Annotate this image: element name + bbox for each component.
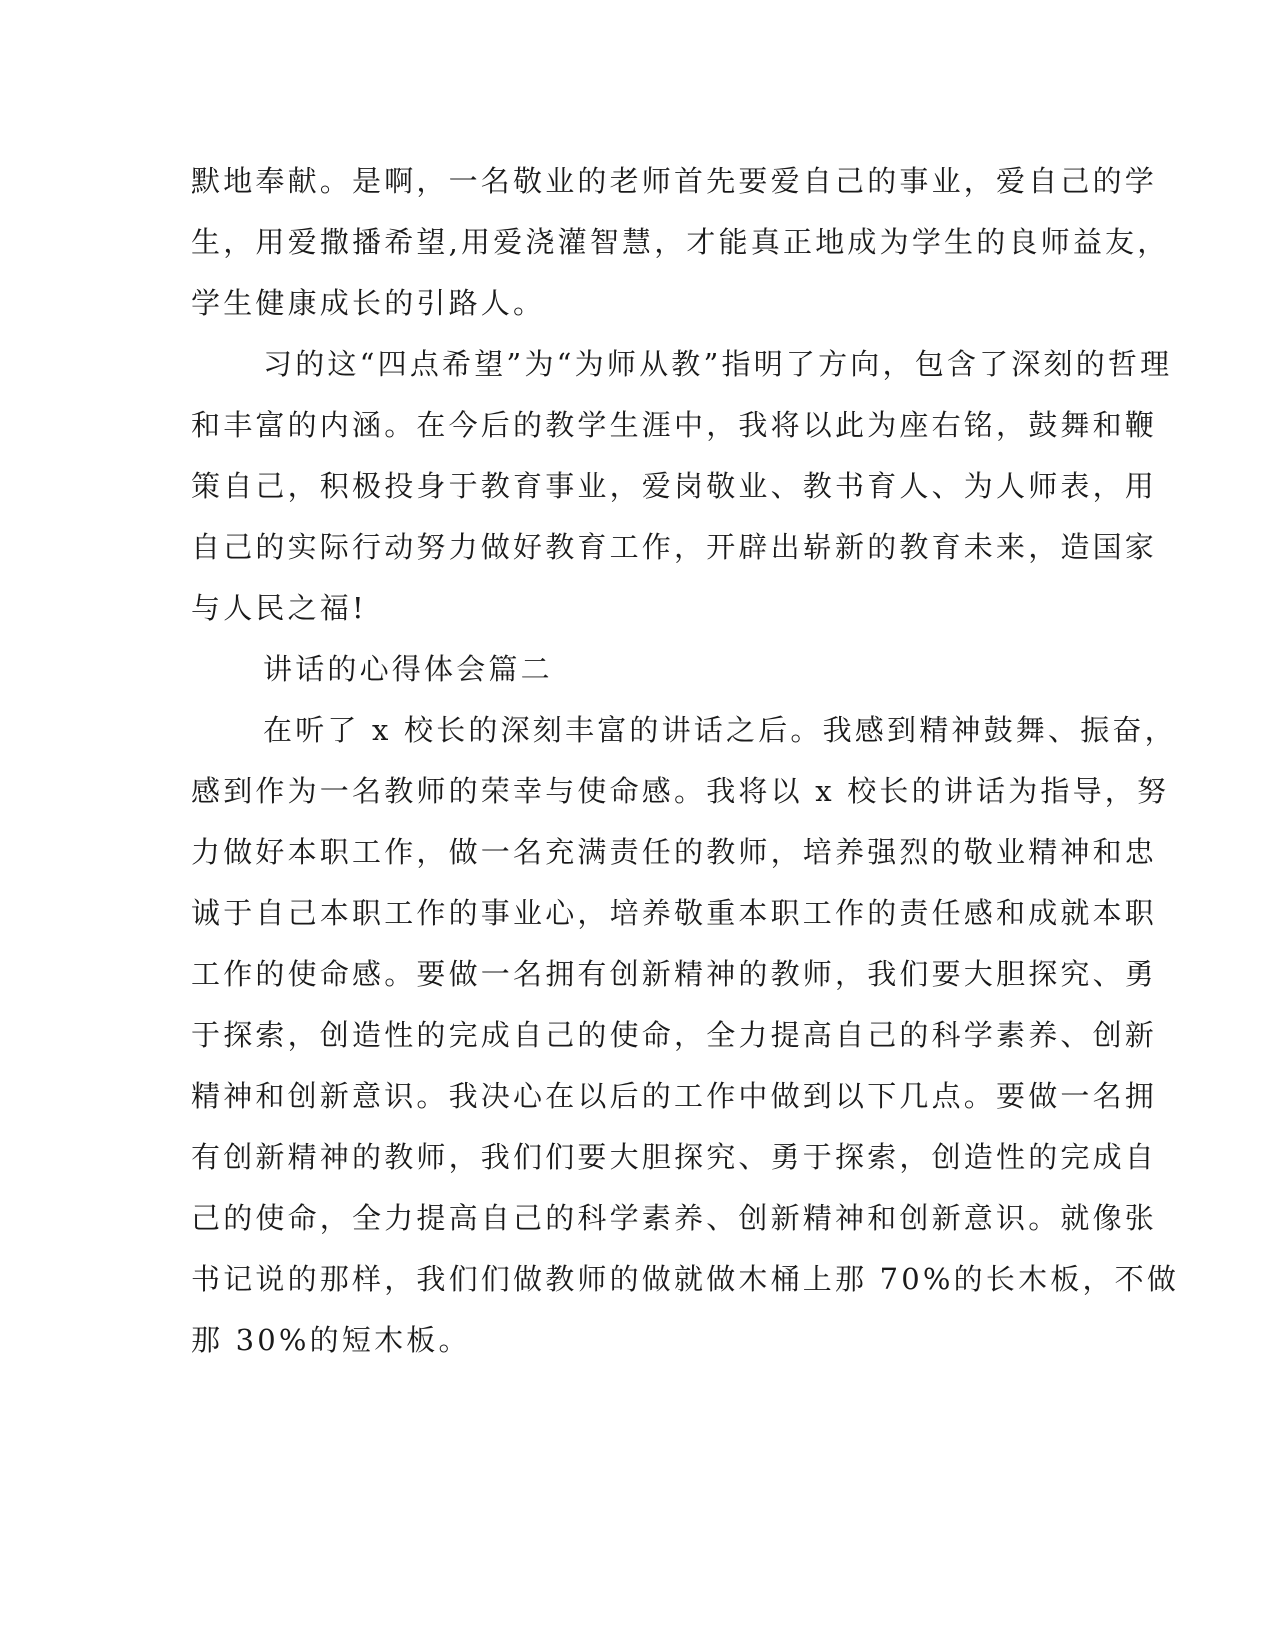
paragraph-2-line-2: 和丰富的内涵。在今后的教学生涯中，我将以此为座右铭，鼓舞和鞭 [191, 408, 1158, 442]
paragraph-4-line-1: 在听了 x 校长的深刻丰富的讲话之后。我感到精神鼓舞、振奋， [263, 713, 1177, 747]
paragraph-2-line-1: 习的这“四点希望”为“为师从教”指明了方向，包含了深刻的哲理 [263, 347, 1173, 381]
paragraph-4-line-6: 于探索，创造性的完成自己的使命，全力提高自己的科学素养、创新 [191, 1018, 1158, 1052]
paragraph-4-line-8: 有创新精神的教师，我们们要大胆探究、勇于探索，创造性的完成自 [191, 1140, 1158, 1174]
paragraph-4-line-10: 书记说的那样，我们们做教师的做就做木桶上那 70%的长木板，不做 [191, 1262, 1180, 1296]
paragraph-1-line-2: 生，用爱撒播希望,用爱浇灌智慧，才能真正地成为学生的良师益友， [191, 225, 1170, 259]
paragraph-4-line-3: 力做好本职工作，做一名充满责任的教师，培养强烈的敬业精神和忠 [191, 835, 1158, 869]
paragraph-4-line-11: 那 30%的短木板。 [191, 1323, 471, 1357]
paragraph-2-line-3: 策自己，积极投身于教育事业，爱岗敬业、教书育人、为人师表，用 [191, 469, 1158, 503]
document-body [191, 151, 1180, 1371]
paragraph-4-line-5: 工作的使命感。要做一名拥有创新精神的教师，我们要大胆探究、勇 [191, 957, 1158, 991]
paragraph-2-line-5: 与人民之福! [191, 591, 367, 625]
paragraph-4-line-7: 精神和创新意识。我决心在以后的工作中做到以下几点。要做一名拥 [191, 1079, 1158, 1113]
paragraph-4-line-4: 诚于自己本职工作的事业心，培养敬重本职工作的责任感和成就本职 [191, 896, 1158, 930]
paragraph-4-line-2: 感到作为一名教师的荣幸与使命感。我将以 x 校长的讲话为指导，努 [191, 774, 1170, 808]
section-heading: 讲话的心得体会篇二 [263, 652, 553, 686]
paragraph-4-line-9: 己的使命，全力提高自己的科学素养、创新精神和创新意识。就像张 [191, 1201, 1158, 1235]
paragraph-1-line-3: 学生健康成长的引路人。 [191, 286, 546, 320]
paragraph-1-line-1: 默地奉献。是啊，一名敬业的老师首先要爱自己的事业，爱自己的学 [191, 164, 1158, 198]
paragraph-2-line-4: 自己的实际行动努力做好教育工作，开辟出崭新的教育未来，造国家 [191, 530, 1158, 564]
